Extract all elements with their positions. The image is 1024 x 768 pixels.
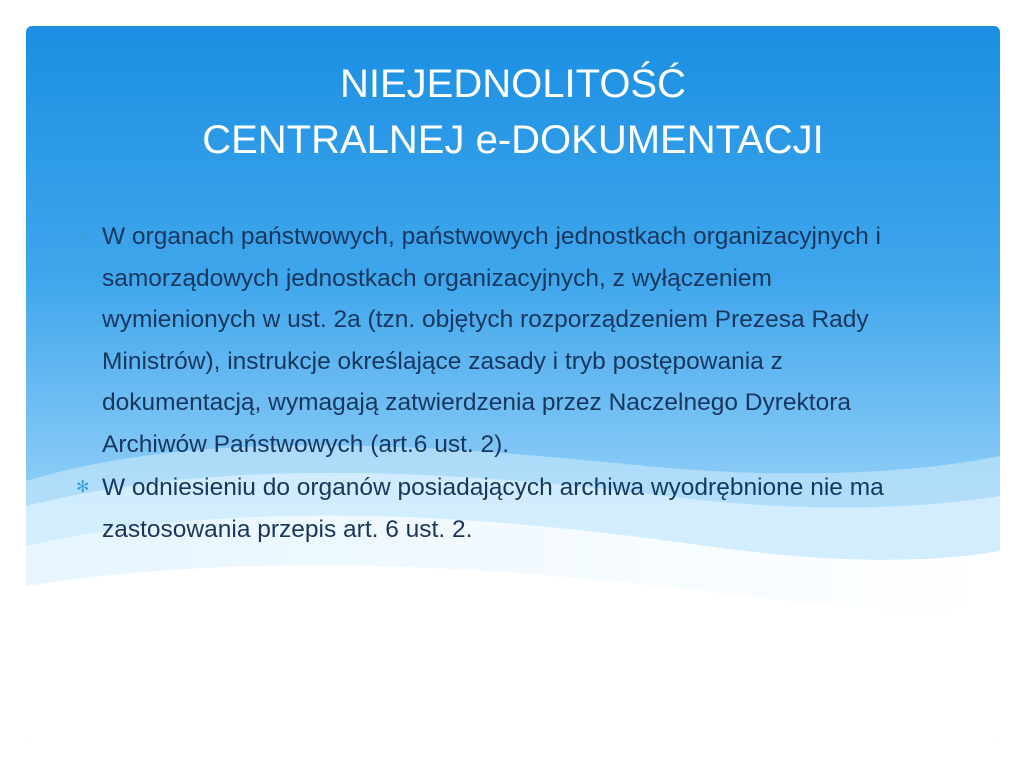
- bullet-list: [76, 216, 906, 552]
- slide-panel: [26, 26, 1000, 742]
- slide-title-line-1: NIEJEDNOLITOŚĆ: [340, 62, 686, 106]
- asterisk-bullet-icon: ✻: [76, 479, 90, 496]
- bullet-item: [76, 467, 906, 550]
- bullet-item: [76, 216, 906, 465]
- bullet-text: W organach państwowych, państwowych jednostkach organizacyjnych i samorządowych jednostkach organizacyjnych, z wyłączeniem wymienionych w ust. 2a (tzn. objętych rozporządzeniem Prezesa Rady Ministrów), instrukcje określające zasady i tryb postępowania z dokumentacją, wymagają zatwierdzenia przez Naczelnego Dyrektora Archiwów Państwowych (art.6 ust. 2).: [102, 223, 881, 458]
- slide-title-line-2: CENTRALNEJ e-DOKUMENTACJI: [202, 118, 824, 162]
- asterisk-bullet-icon: ✻: [76, 228, 90, 245]
- bullet-text: W odniesieniu do organów posiadających archiwa wyodrębnione nie ma zastosowania przepis art. 6 ust. 2.: [102, 474, 884, 543]
- slide-title: [26, 56, 1000, 168]
